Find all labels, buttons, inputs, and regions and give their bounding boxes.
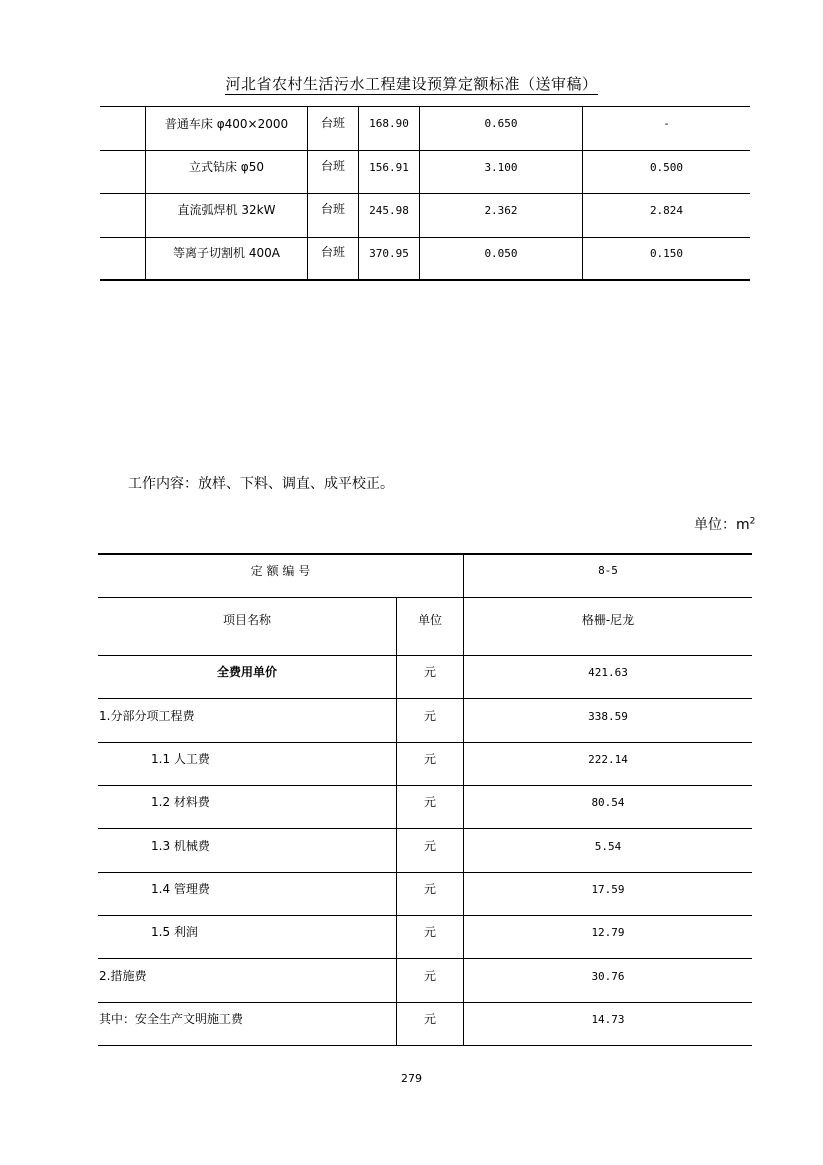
machine-qty1: 0.050: [484, 247, 518, 260]
machine-name: 直流弧焊机 32kW: [177, 203, 276, 217]
table-rule: [100, 237, 750, 238]
row-unit: 元: [423, 1012, 436, 1026]
row-unit: 元: [423, 665, 436, 679]
row-name: 其中：安全生产文明施工费: [99, 1012, 244, 1026]
document-header: [0, 73, 823, 94]
machine-price: 168.90: [369, 117, 409, 130]
row-unit: 元: [423, 795, 436, 809]
unit-note: [694, 514, 755, 534]
table-rule: [98, 785, 752, 786]
row-name: 2.措施费: [99, 969, 147, 983]
row-name: 1.5 利润: [151, 925, 198, 939]
row-name: 1.4 管理费: [151, 882, 210, 896]
machine-name: 普通车床 φ400×2000: [164, 117, 289, 131]
row-unit: 元: [423, 839, 436, 853]
row-unit: 元: [423, 752, 436, 766]
work-content: 工作内容：放样、下料、调直、成平校正。: [128, 476, 394, 492]
table-bottom-rule: [98, 1045, 752, 1046]
row-name: 1.2 材料费: [151, 795, 210, 809]
row-value: 17.59: [591, 883, 625, 896]
row-value: 12.79: [591, 926, 625, 939]
quota-code-label: 定 额 编 号: [250, 564, 311, 578]
quota-code-value: 8-5: [598, 564, 618, 577]
machine-unit: 台班: [320, 245, 345, 259]
machine-qty2: 0.500: [649, 161, 684, 174]
table-rule: [100, 193, 750, 194]
row-unit: 元: [423, 709, 436, 723]
row-value: 80.54: [591, 796, 625, 809]
machine-name: 立式钻床 φ50: [188, 160, 264, 174]
row-value: 338.59: [588, 710, 628, 723]
table-rule: [98, 1002, 752, 1003]
row-name: 1.1 人工费: [151, 752, 210, 766]
table-rule: [100, 150, 750, 151]
machine-name: 等离子切割机 400A: [173, 246, 280, 260]
row-unit: 元: [423, 882, 436, 896]
machine-price: 245.98: [369, 204, 409, 217]
column-header-item: 格栅-尼龙: [581, 613, 635, 627]
table-rule: [98, 828, 752, 829]
table-top-rule: [98, 553, 752, 555]
table-rule: [98, 915, 752, 916]
page-number: 279: [401, 1072, 422, 1085]
row-value: 222.14: [588, 753, 628, 766]
machine-unit: 台班: [320, 116, 345, 130]
table-rule: [98, 958, 752, 959]
table-rule: [98, 655, 752, 656]
machine-qty1: 0.650: [484, 117, 518, 130]
table-rule: [98, 698, 752, 699]
unit-value: m: [736, 517, 750, 533]
row-unit: 元: [423, 969, 436, 983]
machine-qty1: 3.100: [484, 161, 518, 174]
machine-unit: 台班: [320, 159, 345, 173]
row-unit: 元: [423, 925, 436, 939]
row-value: 421.63: [588, 666, 628, 679]
machine-qty2: 0.150: [649, 247, 684, 260]
machine-price: 156.91: [369, 161, 409, 174]
row-name: 全费用单价: [216, 665, 277, 679]
row-value: 30.76: [591, 970, 625, 983]
table-rule: [100, 106, 750, 107]
table-rule: [98, 742, 752, 743]
table-bottom-rule: [100, 279, 750, 281]
unit-superscript: 2: [749, 516, 756, 527]
machine-unit: 台班: [320, 202, 345, 216]
document-title: 河北省农村生活污水工程建设预算定额标准（送审稿）: [225, 75, 598, 93]
unit-label: 单位：: [694, 517, 736, 533]
machine-qty2: -: [663, 117, 670, 130]
table-rule: [98, 872, 752, 873]
row-name: 1.分部分项工程费: [99, 709, 195, 723]
machine-qty1: 2.362: [484, 204, 518, 217]
table-rule: [98, 597, 752, 598]
column-header-unit: 单位: [417, 613, 442, 627]
row-value: 5.54: [594, 840, 622, 853]
machine-qty2: 2.824: [649, 204, 684, 217]
machine-price: 370.95: [369, 247, 409, 260]
row-value: 14.73: [591, 1013, 625, 1026]
row-name: 1.3 机械费: [151, 839, 210, 853]
column-header-name: 项目名称: [222, 613, 271, 627]
